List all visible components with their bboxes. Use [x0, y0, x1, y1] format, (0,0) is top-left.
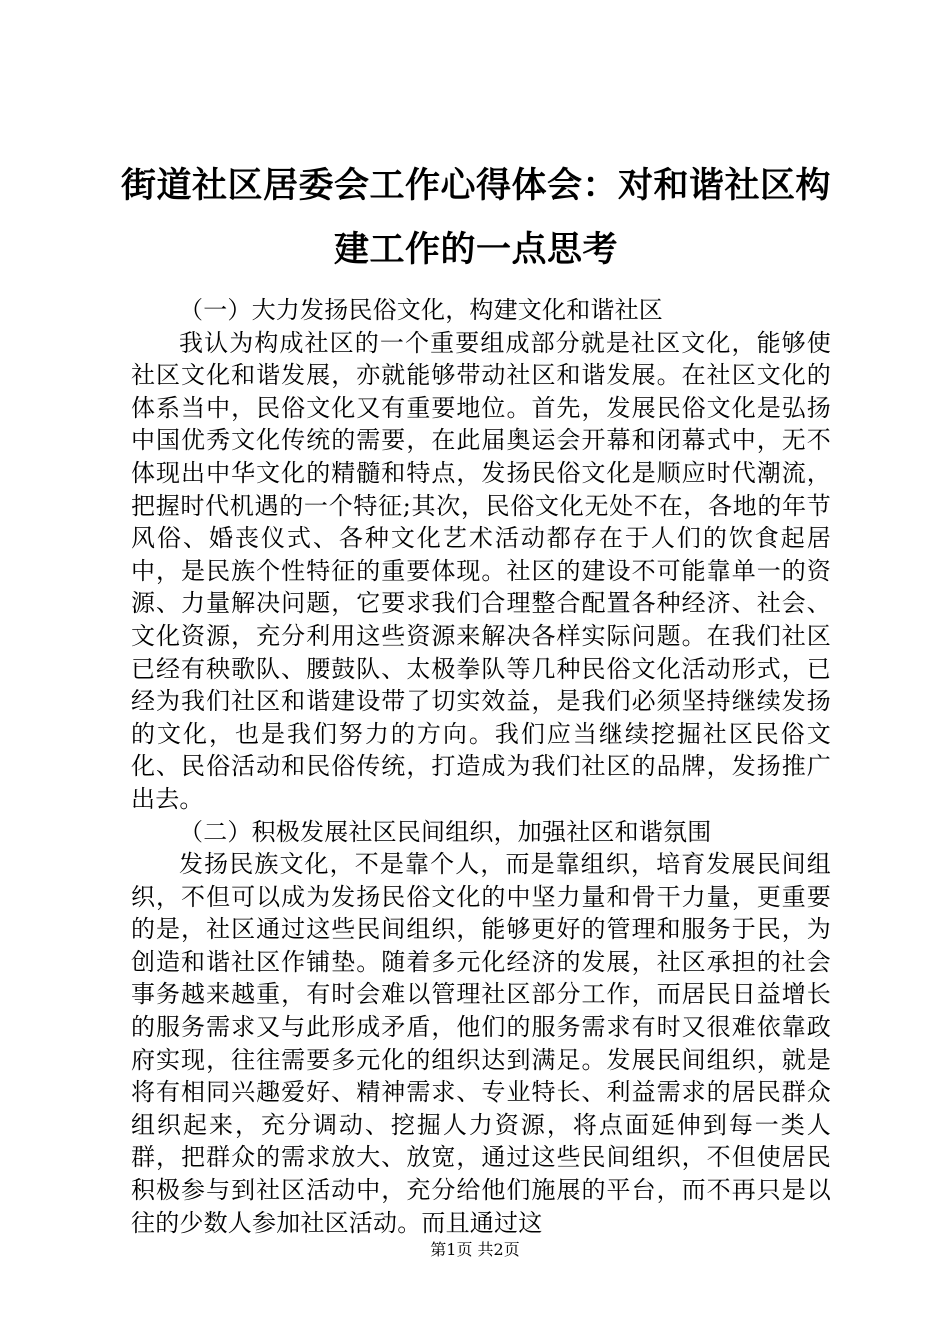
body-paragraph-2: 发扬民族文化，不是靠个人，而是靠组织，培育发展民间组织，不但可以成为发扬民俗文化的中坚力量和骨干力量，更重要的是，社区通过这些民间组织，能够更好的管理和服务于民，为创造和谐社区作铺垫。随着多元化经济的发展，社区承担的社会事务越来越重，有时会难以管理社区部分工作，而居民日益增长的服务需求又与此形成矛盾，他们的服务需求有时又很难依靠政府实现，往往需要多元化的组织达到满足。发展民间组织，就是将有相同兴趣爱好、精神需求、专业特长、利益需求的居民群众组织起来，充分调动、挖掘人力资源，将点面延伸到每一类人群，把群众的需求放大、放宽，通过这些民间组织，不但使居民积极参与到社区活动中，充分给他们施展的平台，而不再只是以往的少数人参加社区活动。而且通过这 — [131, 850, 831, 1237]
body-paragraph-1: 我认为构成社区的一个重要组成部分就是社区文化，能够使社区文化和谐发展，亦就能够带动社区和谐发展。在社区文化的体系当中，民俗文化又有重要地位。首先，发展民俗文化是弘扬中国优秀文化传统的需要，在此届奥运会开幕和闭幕式中，无不体现出中华文化的精髓和特点，发扬民俗文化是顺应时代潮流，把握时代机遇的一个特征;其次，民俗文化无处不在，各地的年节风俗、婚丧仪式、各种文化艺术活动都存在于人们的饮食起居中，是民族个性特征的重要体现。社区的建设不可能靠单一的资源、力量解决问题，它要求我们合理整合配置各种经济、社会、文化资源，充分利用这些资源来解决各样实际问题。在我们社区已经有秧歌队、腰鼓队、太极拳队等几种民俗文化活动形式，已经为我们社区和谐建设带了切实效益，是我们必须坚持继续发扬的文化，也是我们努力的方向。我们应当继续挖掘社区民俗文化、民俗活动和民俗传统，打造成为我们社区的品牌，发扬推广出去。 — [131, 328, 831, 813]
document-body — [131, 294, 831, 1239]
section-heading-2: （二）积极发展社区民间组织，加强社区和谐氛围 — [179, 817, 712, 846]
page-footer: 第1页 共2页 — [430, 1240, 520, 1259]
section-heading-1: （一）大力发扬民俗文化，构建文化和谐社区 — [179, 296, 663, 324]
document-title: 街道社区居委会工作心得体会：对和谐社区构建工作的一点思考 — [120, 165, 831, 270]
